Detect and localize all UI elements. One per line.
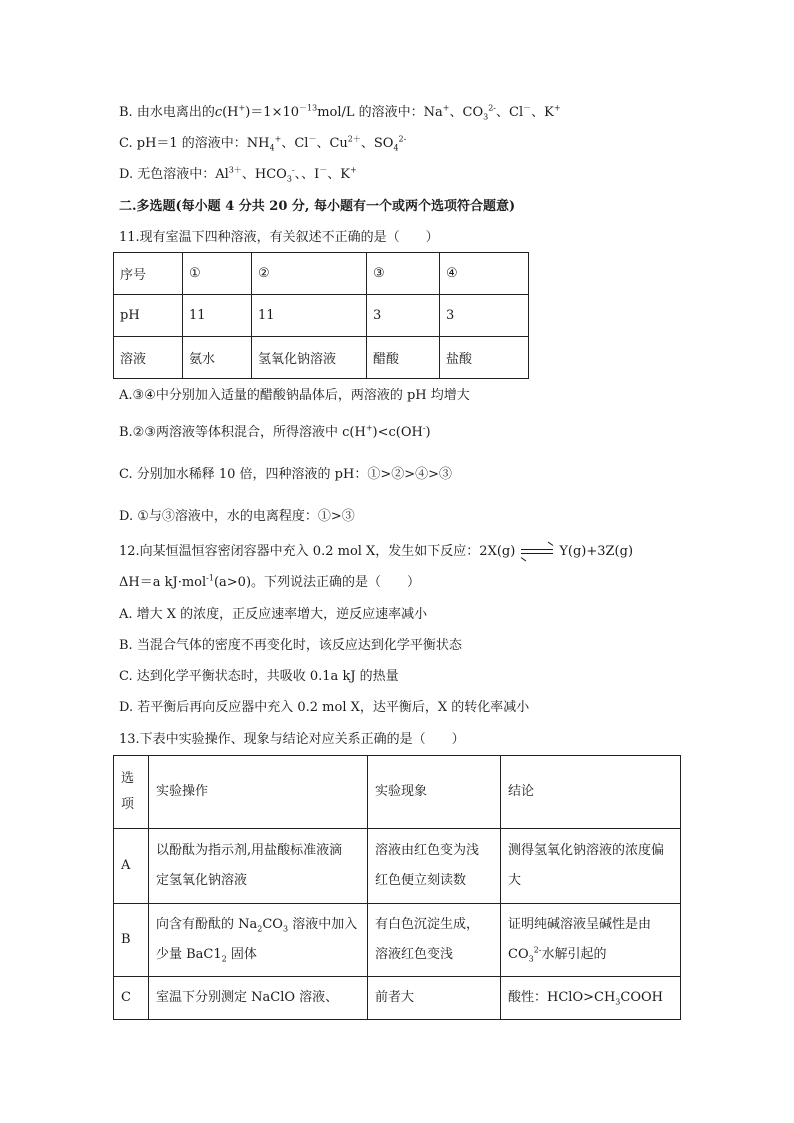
table-cell: 醋酸 xyxy=(367,337,440,379)
q11-option-d: D. ①与③溶液中，水的电离程度：①>③ xyxy=(119,509,355,524)
table-cell: ④ xyxy=(440,253,529,295)
q11-option-a: A.③④中分别加入适量的醋酸钠晶体后，两溶液的 pH 均增大 xyxy=(119,388,470,403)
table-cell: 3 xyxy=(367,295,440,337)
table-cell: 测得氢氧化钠溶液的浓度偏 大 xyxy=(501,829,681,904)
q11-table xyxy=(113,252,529,379)
table-cell: 11 xyxy=(183,295,252,337)
table-header-cell: 选 项 xyxy=(114,756,149,829)
table-header-cell: 结论 xyxy=(501,756,681,829)
table-cell: 氨水 xyxy=(183,337,252,379)
table-cell: 11 xyxy=(252,295,367,337)
table-cell: 室温下分别测定 NaClO 溶液、 xyxy=(149,977,368,1020)
table-row xyxy=(114,977,681,1020)
table-cell: 溶液 xyxy=(114,337,183,379)
table-cell: 向含有酚酞的 $Na_2CO_3$ 溶液中加入 少量 $BaC1_2$ 固体 xyxy=(149,904,368,977)
q10-option-b: B. 由水电离出的$c(H^+)=1\times 10^{-13}mol/L$ 的溶液中：Na+、$CO_3^{2-}$、Cl－、K+ xyxy=(119,103,561,122)
q10-option-c: C. pH＝1 的溶液中：$NH_4^+$、Cl－、$Cu^{2+}$、$SO_4^{2-}$ xyxy=(119,134,407,153)
equilibrium-arrow-icon xyxy=(521,547,553,557)
q12-option-b: B. 当混合气体的密度不再变化时，该反应达到化学平衡状态 xyxy=(119,638,462,653)
table-cell: 序号 xyxy=(114,253,183,295)
q12-stem: 12.向某恒温恒容密闭容器中充入 0.2 mol X，发生如下反应：2X(g) Y(g)+3Z(g) xyxy=(119,543,633,561)
table-cell: B xyxy=(114,904,149,977)
q12-option-c: C. 达到化学平衡状态时，共吸收 0.1a kJ 的热量 xyxy=(119,669,399,684)
table-cell: C xyxy=(114,977,149,1020)
table-cell: 有白色沉淀生成， 溶液红色变浅 xyxy=(368,904,501,977)
table-cell: 3 xyxy=(440,295,529,337)
table-row xyxy=(114,337,529,379)
table-cell: 前者大 xyxy=(368,977,501,1020)
table-row xyxy=(114,295,529,337)
q12-stem-2: ΔH＝a kJ·mol$^{-1}$(a>0)。下列说法正确的是（ ） xyxy=(119,573,421,590)
q11-stem: 11.现有室温下四种溶液，有关叙述不正确的是（ ） xyxy=(119,230,439,245)
q12-option-a: A. 增大 X 的浓度，正反应速率增大，逆反应速率减小 xyxy=(119,607,428,622)
table-cell: A xyxy=(114,829,149,904)
q13-stem: 13.下表中实验操作、现象与结论对应关系正确的是（ ） xyxy=(119,732,465,747)
q10-option-d: D. 无色溶液中：$Al^{3+}$、$HCO_3^-$、、I－、K+ xyxy=(119,165,357,184)
table-row xyxy=(114,904,681,977)
q11-option-c: C. 分别加水稀释 10 倍，四种溶液的 pH：①>②>④>③ xyxy=(119,467,453,482)
table-row xyxy=(114,253,529,295)
q13-table xyxy=(113,755,681,1020)
table-cell: ② xyxy=(252,253,367,295)
table-cell: 溶液由红色变为浅 红色便立刻读数 xyxy=(368,829,501,904)
table-cell: 酸性：$HClO>CH_3COOH$ xyxy=(501,977,681,1020)
section-title: 二.多选题(每小题 4 分共 20 分, 每小题有一个或两个选项符合题意) xyxy=(119,199,516,214)
table-cell: 证明纯碱溶液呈碱性是由 $CO_3^{2-}$水解引起的 xyxy=(501,904,681,977)
q11-option-b: B.②③两溶液等体积混合，所得溶液中 c(H+)<c(OH-) xyxy=(119,423,431,440)
table-cell: 以酚酞为指示剂,用盐酸标准液滴 定氢氧化钠溶液 xyxy=(149,829,368,904)
table-cell: ③ xyxy=(367,253,440,295)
table-row xyxy=(114,829,681,904)
table-cell: 盐酸 xyxy=(440,337,529,379)
table-cell: pH xyxy=(114,295,183,337)
q12-option-d: D. 若平衡后再向反应器中充入 0.2 mol X，达平衡后，X 的转化率减小 xyxy=(119,700,530,715)
table-header-cell: 实验现象 xyxy=(368,756,501,829)
table-header-cell: 实验操作 xyxy=(149,756,368,829)
table-header-row xyxy=(114,756,681,829)
table-cell: 氢氧化钠溶液 xyxy=(252,337,367,379)
table-cell: ① xyxy=(183,253,252,295)
